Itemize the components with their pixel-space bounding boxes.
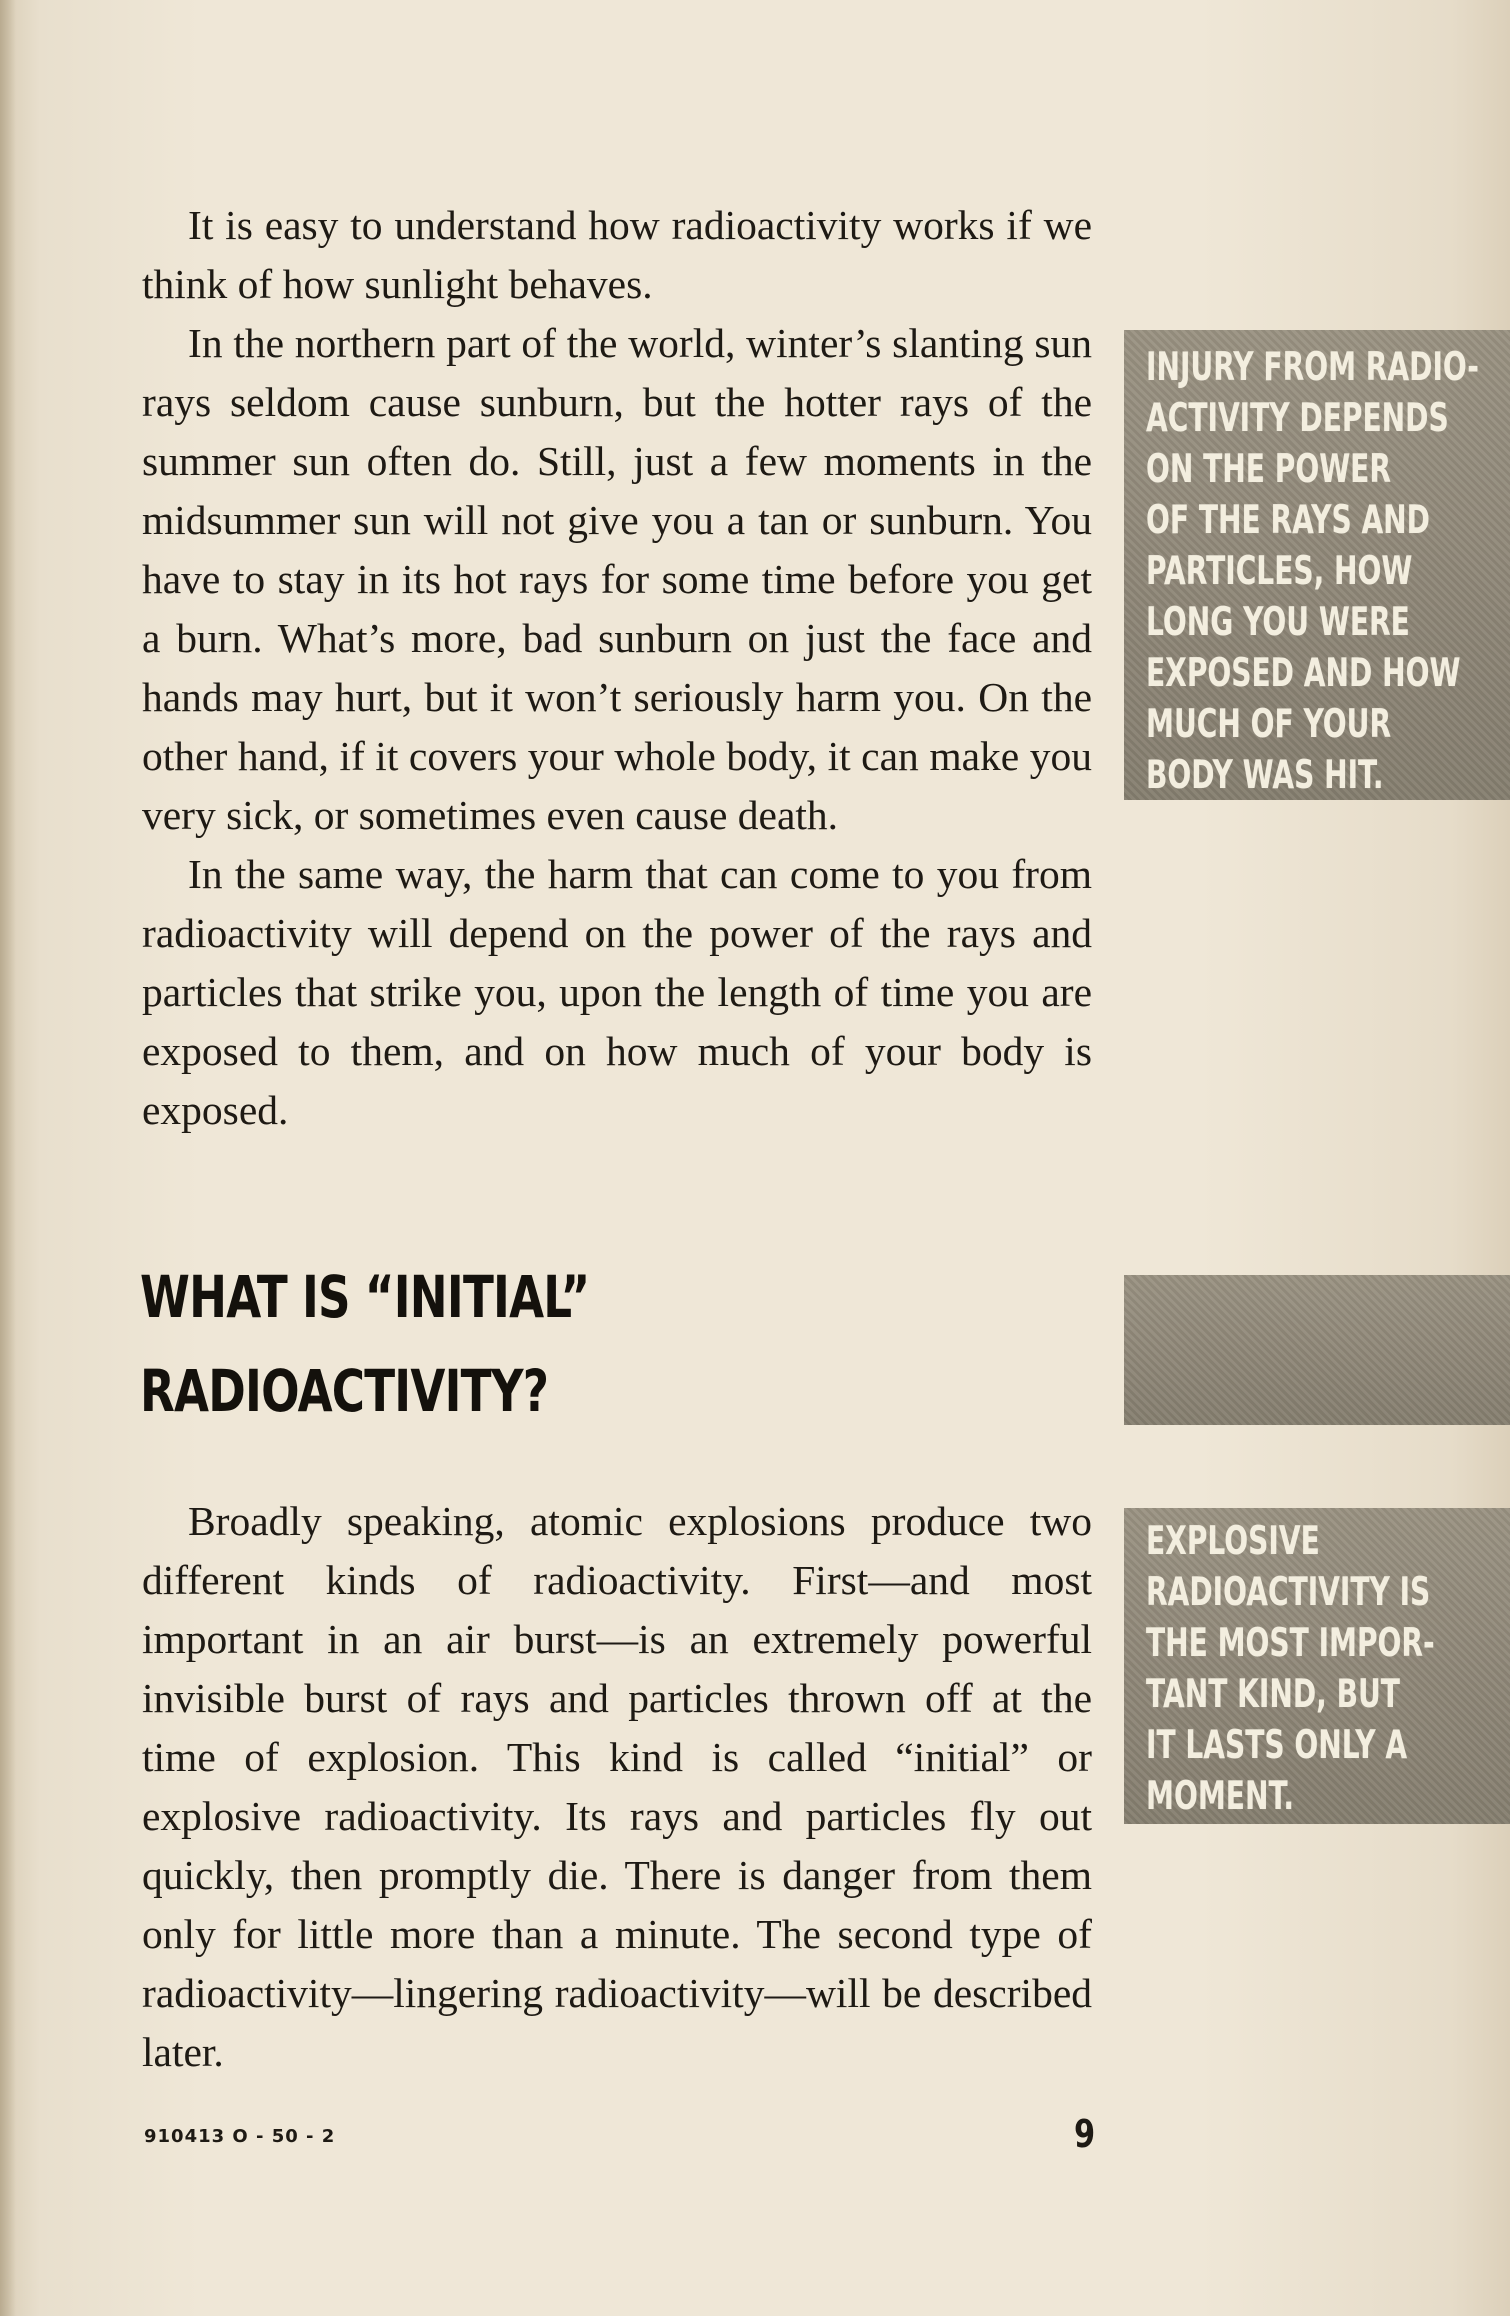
sidebar-line: LONG YOU WERE — [1146, 600, 1410, 645]
section-heading-line-1: WHAT IS “INITIAL” — [140, 1263, 590, 1331]
sidebar-line: INJURY FROM RADIO- — [1146, 345, 1479, 390]
sidebar-note-explosive — [1124, 1508, 1510, 1824]
section-heading-line-2: RADIOACTIVITY? — [140, 1357, 549, 1425]
paragraph-initial-radioactivity: Broadly speaking, atomic explosions produce two different kinds of radioactivity. First—and most important in an air burst—is an extremely powerful invisible burst of rays and particles thrown off at the time of explosion. This kind is called “initial” or explosive radioactivity. Its rays and particles fly out quickly, then promptly die. There is danger from them only for little more than a minute. The second type of radioactivity—lingering radioactivity—will be described later. — [142, 1498, 1092, 2075]
sidebar-note-injury-text — [1146, 342, 1492, 801]
sidebar-note-injury — [1124, 330, 1510, 800]
sidebar-line: EXPOSED AND HOW — [1146, 651, 1461, 696]
page-number: 9 — [1074, 2112, 1096, 2156]
sidebar-line: TANT KIND, BUT — [1146, 1672, 1400, 1717]
sidebar-line: MUCH OF YOUR — [1146, 702, 1392, 747]
sidebar-line: ACTIVITY DEPENDS — [1146, 396, 1449, 441]
sidebar-line: BODY WAS HIT. — [1146, 753, 1384, 798]
page-edge — [0, 0, 16, 2316]
sidebar-line: RADIOACTIVITY IS — [1146, 1570, 1431, 1615]
sidebar-line: OF THE RAYS AND — [1146, 498, 1430, 543]
body-text-bottom — [142, 1492, 1092, 2082]
sidebar-line: ON THE POWER — [1146, 447, 1391, 492]
body-text-top — [142, 196, 1092, 1140]
paragraph-radioactivity-harm: In the same way, the harm that can come to you from radioactivity will depend on the power of the rays and particles that strike you, upon the length of time you are exposed to them, and on how much of your body is exposed. — [142, 851, 1092, 1133]
sidebar-line: PARTICLES, HOW — [1146, 549, 1413, 594]
sidebar-line: EXPLOSIVE — [1146, 1519, 1320, 1564]
section-heading — [140, 1250, 686, 1438]
sidebar-line: IT LASTS ONLY A — [1146, 1723, 1408, 1768]
print-code: 910413 O - 50 - 2 — [144, 2126, 336, 2147]
paragraph-sunburn: In the northern part of the world, winter’s slanting sun rays seldom cause sunburn, but the hotter rays of the summer sun often do. Still, just a few moments in the midsummer sun will not give you a tan or sunburn. You have to stay in its hot rays for some time before you get a burn. What’s more, bad sunburn on just the face and hands may hurt, but it won’t seriously harm you. On the other hand, if it covers your whole body, it can make you very sick, or sometimes even cause death. — [142, 320, 1092, 838]
paragraph-sunlight-intro: It is easy to understand how radioactivity works if we think of how sunlight behaves. — [142, 202, 1092, 307]
sidebar-line: MOMENT. — [1146, 1774, 1295, 1819]
sidebar-blank-box — [1124, 1275, 1510, 1425]
sidebar-note-explosive-text — [1146, 1516, 1492, 1822]
sidebar-line: THE MOST IMPOR- — [1146, 1621, 1435, 1666]
